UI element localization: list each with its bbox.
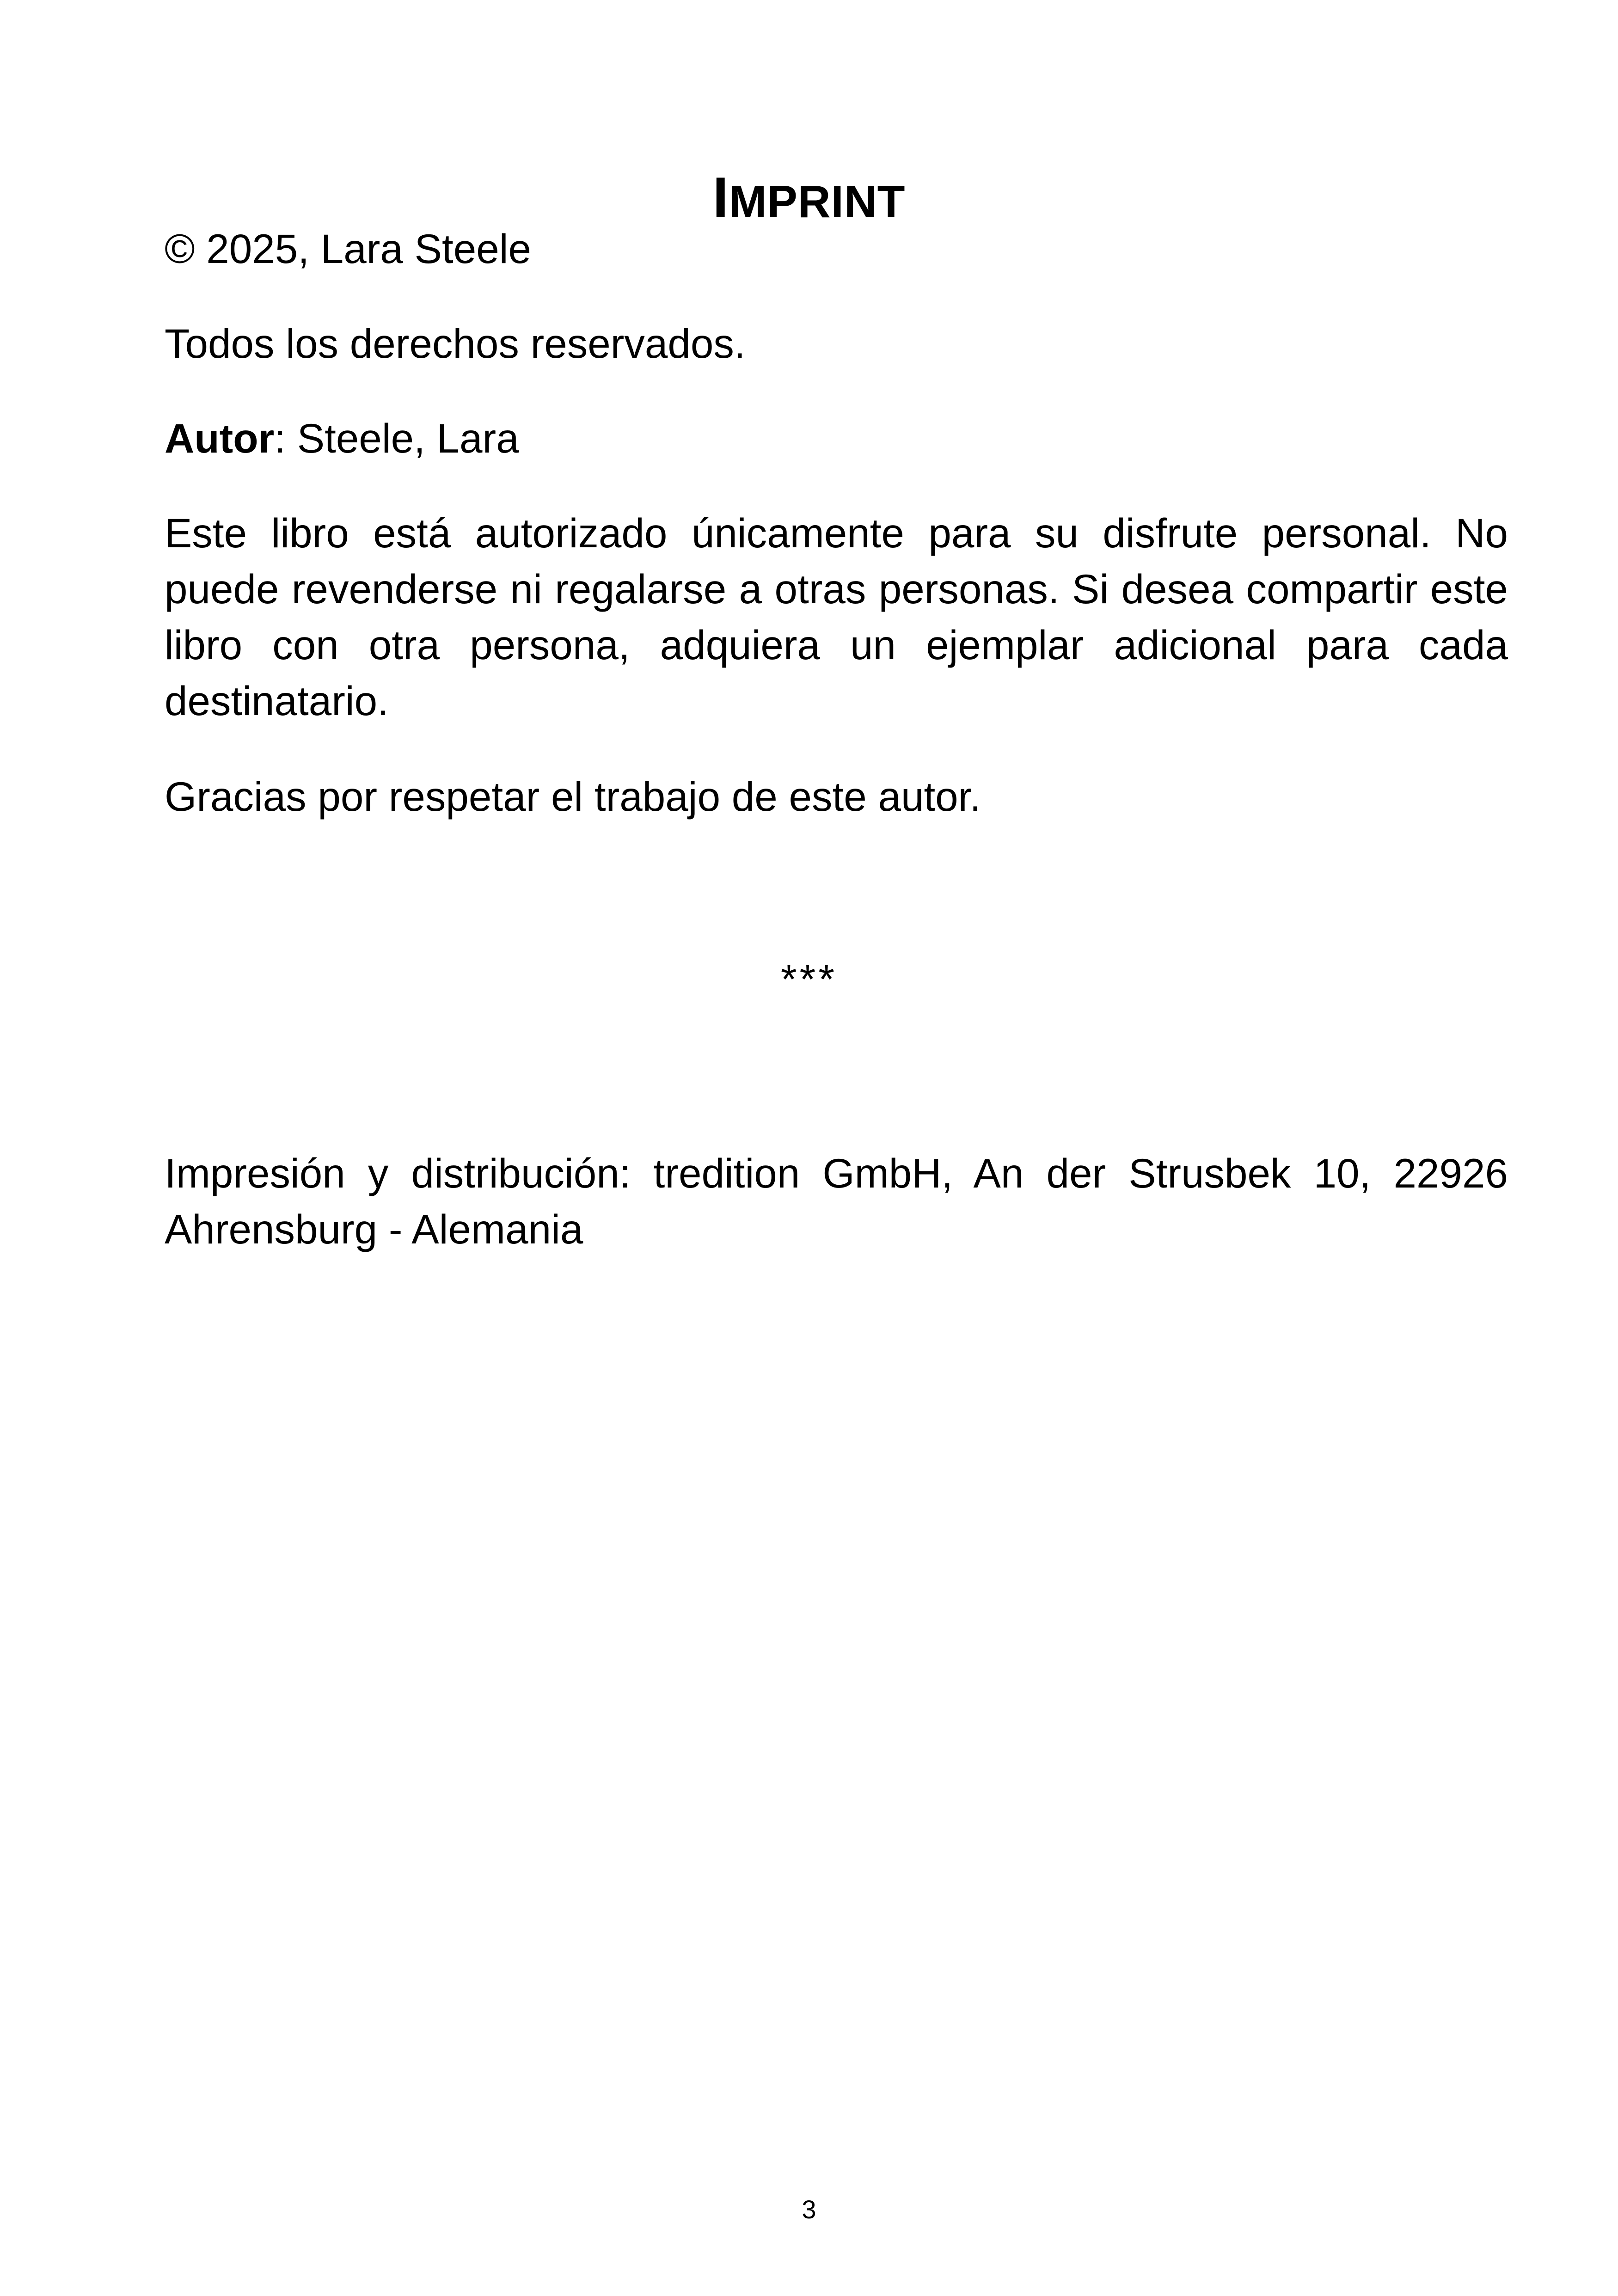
- rights-reserved-line: Todos los derechos reservados.: [165, 320, 746, 367]
- author-separator: :: [274, 415, 297, 461]
- section-separator: ***: [781, 956, 837, 1002]
- author-label: Autor: [165, 415, 275, 461]
- title-rest: MPRINT: [729, 176, 906, 227]
- page-number: 3: [802, 2195, 816, 2224]
- copyright-line: © 2025, Lara Steele: [165, 226, 531, 272]
- title-initial: I: [712, 166, 729, 230]
- author-line: [165, 410, 1508, 466]
- license-paragraph: Este libro está autorizado únicamente para su disfrute personal. No puede revenderse ni regalarse a otras personas. Si desea compartir este libro con otra persona, adquiera un ejemplar adicional para cada destinatario.: [165, 510, 1508, 724]
- author-value: Steele, Lara: [297, 415, 519, 461]
- printer-info: Impresión y distribución: tredition GmbH, An der Strusbek 10, 22926 Ahrensburg - Alemania: [165, 1150, 1508, 1252]
- thanks-line: Gracias por respetar el trabajo de este autor.: [165, 773, 981, 820]
